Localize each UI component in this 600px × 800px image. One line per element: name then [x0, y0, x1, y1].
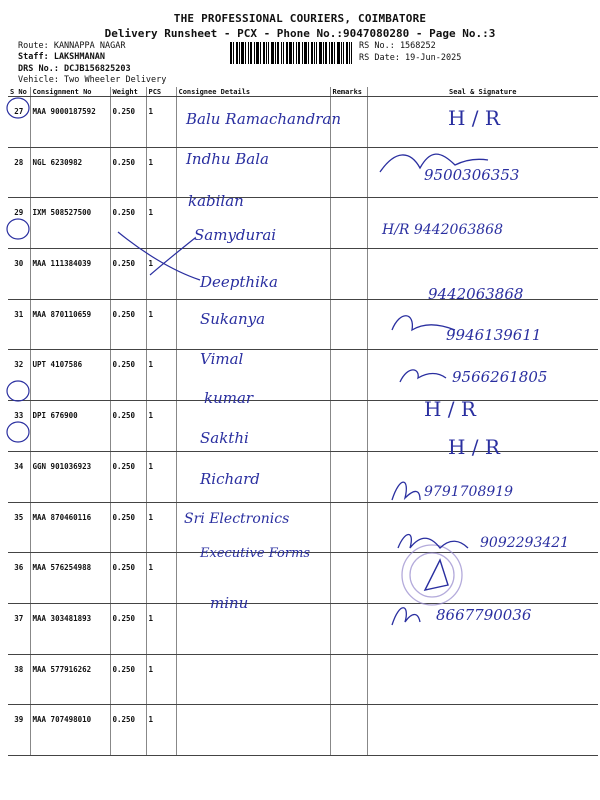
row-remarks-cell — [330, 553, 367, 604]
col-remarks: Remarks — [330, 87, 367, 97]
row-weight: 0.250 — [110, 350, 146, 401]
row-weight: 0.250 — [110, 198, 146, 249]
row-sno: 31 — [8, 299, 30, 350]
row-consignment: MAA 303481893 — [30, 603, 110, 654]
consignee-name: Sri Electronics — [184, 511, 290, 527]
row-pcs: 1 — [146, 451, 176, 502]
consignee-name: Sakthi — [200, 429, 249, 447]
table-row — [8, 705, 598, 756]
runsheet-table — [8, 87, 598, 756]
row-sno: 30 — [8, 249, 30, 300]
row-remarks-cell — [330, 705, 367, 756]
row-sno: 34 — [8, 451, 30, 502]
signature: 9442063868 — [428, 285, 524, 303]
row-pcs: 1 — [146, 401, 176, 452]
row-remarks-cell — [330, 147, 367, 198]
col-signature: Seal & Signature — [367, 87, 598, 97]
row-weight: 0.250 — [110, 705, 146, 756]
signature: H / R — [424, 397, 476, 421]
signature: 9791708919 — [424, 484, 514, 500]
row-weight: 0.250 — [110, 654, 146, 705]
row-consignee-cell — [176, 654, 330, 705]
row-signature-cell — [367, 553, 598, 604]
row-consignment: MAA 9000187592 — [30, 97, 110, 148]
col-consignee: Consignee Details — [176, 87, 330, 97]
row-consignment: MAA 870110659 — [30, 299, 110, 350]
col-sno: S No — [8, 87, 30, 97]
row-remarks-cell — [330, 249, 367, 300]
row-remarks-cell — [330, 603, 367, 654]
signature: 9500306353 — [424, 166, 520, 184]
row-remarks-cell — [330, 451, 367, 502]
row-sno: 39 — [8, 705, 30, 756]
signature: 9566261805 — [452, 368, 548, 386]
row-remarks-cell — [330, 654, 367, 705]
consignee-name: Samydurai — [194, 226, 277, 244]
row-pcs: 1 — [146, 299, 176, 350]
signature: H / R — [448, 435, 500, 459]
consignee-name: Deepthika — [200, 273, 278, 291]
consignee-name: Richard — [200, 470, 260, 488]
table-row — [8, 654, 598, 705]
row-weight: 0.250 — [110, 451, 146, 502]
row-consignment: MAA 577916262 — [30, 654, 110, 705]
consignee-name: Balu Ramachandran — [186, 110, 341, 128]
row-remarks-cell — [330, 502, 367, 553]
signature: H/R 9442063868 — [382, 222, 503, 238]
row-pcs: 1 — [146, 603, 176, 654]
rs-date: RS Date: 19-Jun-2025 — [359, 53, 462, 63]
row-weight: 0.250 — [110, 97, 146, 148]
row-sno: 36 — [8, 553, 30, 604]
row-consignment: MAA 870460116 — [30, 502, 110, 553]
row-sno: 38 — [8, 654, 30, 705]
row-pcs: 1 — [146, 705, 176, 756]
table-row — [8, 401, 598, 452]
table-row — [8, 198, 598, 249]
row-consignment: GGN 901036923 — [30, 451, 110, 502]
row-weight: 0.250 — [110, 553, 146, 604]
staff: Staff: LAKSHMANAN — [18, 52, 105, 62]
row-pcs: 1 — [146, 654, 176, 705]
row-pcs: 1 — [146, 97, 176, 148]
signature: H / R — [448, 106, 500, 130]
row-consignment: DPI 676900 — [30, 401, 110, 452]
col-pcs: PCS — [146, 87, 176, 97]
row-weight: 0.250 — [110, 401, 146, 452]
signature: 9092293421 — [480, 535, 570, 551]
row-consignment: IXM 508527500 — [30, 198, 110, 249]
col-weight: Weight — [110, 87, 146, 97]
row-pcs: 1 — [146, 553, 176, 604]
row-remarks-cell — [330, 198, 367, 249]
consignee-name: Sukanya — [200, 310, 266, 328]
row-consignment: UPT 4107586 — [30, 350, 110, 401]
row-weight: 0.250 — [110, 147, 146, 198]
row-sno: 33 — [8, 401, 30, 452]
row-remarks-cell — [330, 299, 367, 350]
barcode — [230, 42, 352, 64]
row-signature-cell — [367, 654, 598, 705]
consignee-name: Indhu Bala — [186, 150, 269, 168]
row-pcs: 1 — [146, 249, 176, 300]
row-sno: 32 — [8, 350, 30, 401]
row-consignment: MAA 707498010 — [30, 705, 110, 756]
row-pcs: 1 — [146, 198, 176, 249]
row-sno: 37 — [8, 603, 30, 654]
row-remarks-cell — [330, 350, 367, 401]
row-sno: 35 — [8, 502, 30, 553]
row-remarks-cell — [330, 401, 367, 452]
consignee-name: Executive Forms — [200, 546, 311, 561]
row-consignee-cell — [176, 705, 330, 756]
consignee-name: kumar — [204, 389, 254, 407]
row-weight: 0.250 — [110, 249, 146, 300]
row-weight: 0.250 — [110, 603, 146, 654]
row-signature-cell — [367, 705, 598, 756]
row-sno: 29 — [8, 198, 30, 249]
row-consignee-cell — [176, 603, 330, 654]
col-consignment: Consignment No — [30, 87, 110, 97]
drs-number: DRS No.: DCJB156825203 — [18, 64, 131, 74]
row-pcs: 1 — [146, 502, 176, 553]
table-header-row — [8, 87, 598, 97]
row-pcs: 1 — [146, 147, 176, 198]
row-consignment: MAA 576254988 — [30, 553, 110, 604]
runsheet-title: Delivery Runsheet - PCX - Phone No.:9047080280 - Page No.:3 — [104, 27, 496, 40]
company-name: THE PROFESSIONAL COURIERS, COIMBATORE — [173, 12, 427, 25]
consignee-name: Vimal — [200, 350, 244, 368]
row-sno: 27 — [8, 97, 30, 148]
row-sno: 28 — [8, 147, 30, 198]
row-pcs: 1 — [146, 350, 176, 401]
vehicle: Vehicle: Two Wheeler Delivery — [18, 75, 167, 85]
route: Route: KANNAPPA NAGAR — [18, 41, 126, 51]
row-consignment: NGL 6230982 — [30, 147, 110, 198]
row-weight: 0.250 — [110, 502, 146, 553]
consignee-name: minu — [210, 594, 249, 612]
signature: 8667790036 — [436, 606, 532, 624]
signature: 9946139611 — [446, 326, 542, 344]
row-consignment: MAA 111384039 — [30, 249, 110, 300]
consignee-name: kabilan — [188, 192, 244, 210]
row-weight: 0.250 — [110, 299, 146, 350]
rs-number: RS No.: 1568252 — [359, 41, 436, 51]
